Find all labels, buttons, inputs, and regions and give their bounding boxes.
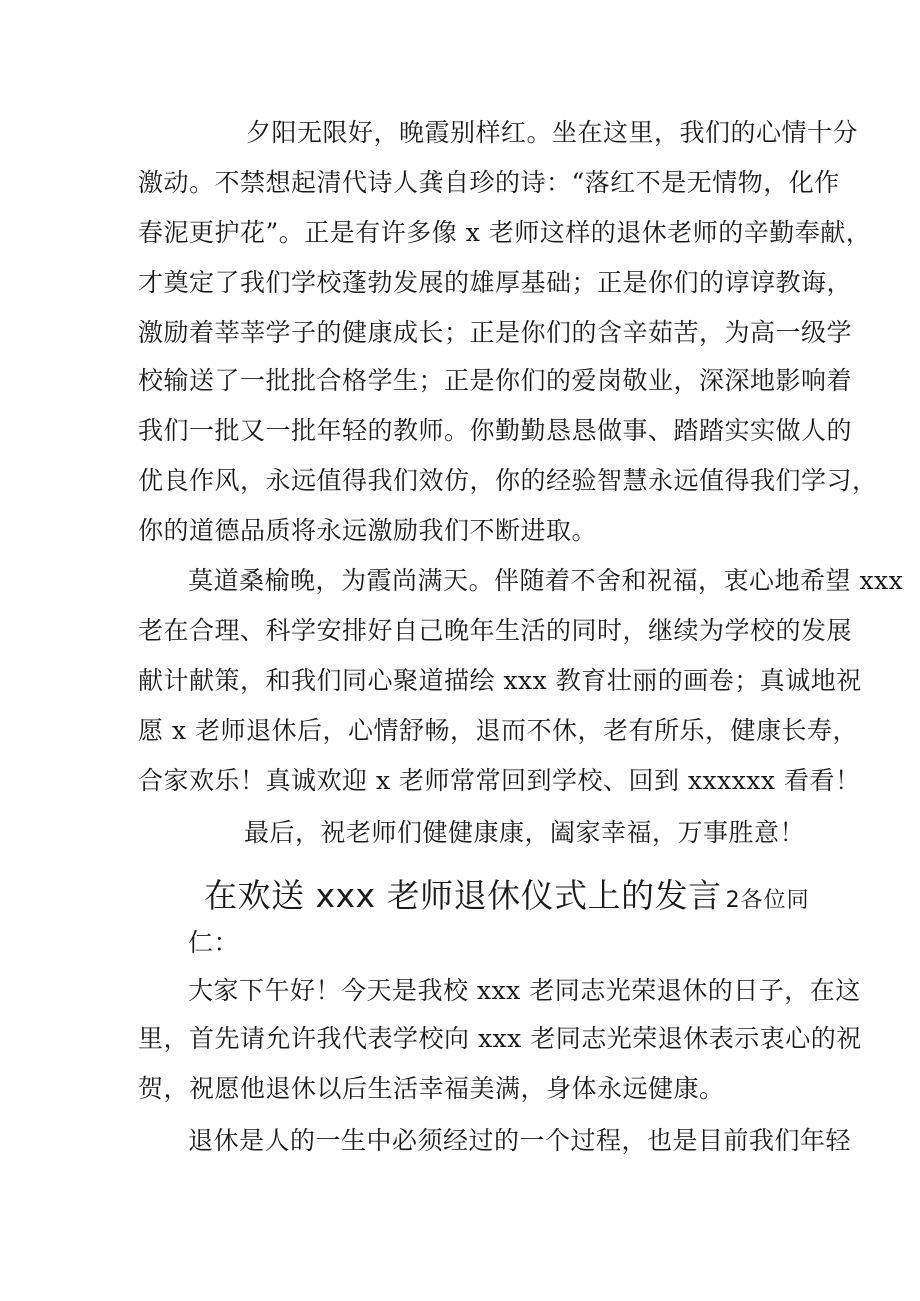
paragraph1-line-2: 激动。不禁想起清代诗人龚自珍的诗：“落红不是无情物，化作 [138, 168, 840, 197]
paragraph2-line-3: 献计献策，和我们同心聚道描绘 xxx 教育壮丽的画卷；真诚地祝 [138, 666, 862, 695]
paragraph1-line-5: 激励着莘莘学子的健康成长；正是你们的含辛茹苦，为高一级学 [138, 318, 853, 347]
paragraph3-line-3: 贺，祝愿他退休以后生活幸福美满，身体永远健康。 [138, 1074, 725, 1103]
paragraph1-line-9: 你的道德品质将永远激励我们不断进取。 [138, 516, 598, 545]
paragraph1-line-7: 我们一批又一批年轻的教师。你勤勤恳恳做事、踏踏实实做人的 [138, 416, 853, 445]
paragraph2-line-2: 老在合理、科学安排好自己晚年生活的同时，继续为学校的发展 [138, 616, 853, 645]
salutation-end: 仁： [188, 928, 240, 957]
paragraph2-line-5: 合家欢乐！真诚欢迎 x 老师常常回到学校、回到 xxxxxx 看看！ [138, 766, 861, 795]
salutation-start: 2各位同 [725, 888, 810, 913]
speech-heading [204, 870, 810, 917]
paragraph3-line-1: 大家下午好！今天是我校 xxx 老同志光荣退休的日子，在这 [188, 976, 861, 1005]
paragraph3-line-2: 里，首先请允许我代表学校向 xxx 老同志光荣退休表示衷心的祝 [138, 1024, 862, 1053]
paragraph2-line-4: 愿 x 老师退休后，心情舒畅，退而不休，老有所乐，健康长寿， [138, 716, 858, 745]
paragraph1-line-4: 才奠定了我们学校蓬勃发展的雄厚基础；正是你们的谆谆教诲， [138, 268, 853, 297]
paragraph1-line-3: 春泥更护花”。正是有许多像 x 老师这样的退休老师的辛勤奉献， [138, 218, 872, 247]
paragraph1-line-1: 夕阳无限好，晚霞别样红。坐在这里，我们的心情十分 [246, 118, 859, 147]
paragraph1-line-8: 优良作风，永远值得我们效仿，你的经验智慧永远值得我们学习， [138, 466, 878, 495]
speech-title: 在欢送 xxx 老师退休仪式上的发言 [204, 876, 722, 915]
paragraph4-line-1: 退休是人的一生中必须经过的一个过程，也是目前我们年轻 [188, 1126, 852, 1155]
paragraph1-line-6: 校输送了一批批合格学生；正是你们的爱岗敬业，深深地影响着 [138, 366, 853, 395]
closing-wish: 最后，祝老师们健健康康，阖家幸福，万事胜意！ [244, 818, 806, 847]
paragraph2-line-1: 莫道桑榆晚，为霞尚满天。伴随着不舍和祝福，衷心地希望 xxx [188, 566, 904, 595]
